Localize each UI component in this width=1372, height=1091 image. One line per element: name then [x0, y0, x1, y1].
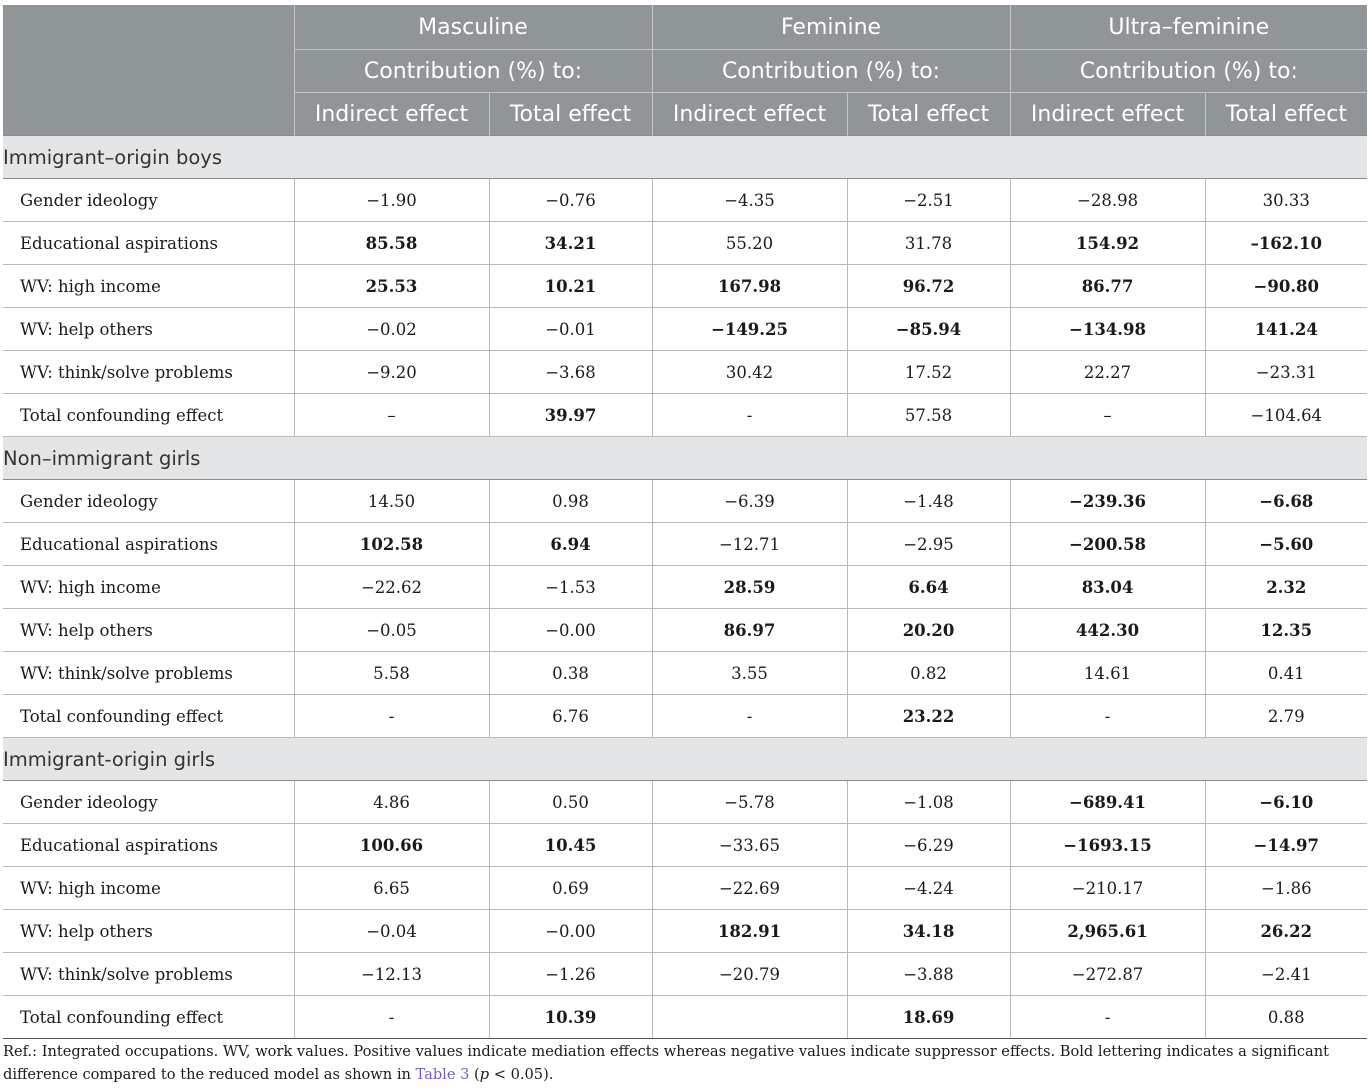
table-cell: 0.50 [489, 781, 652, 824]
header-group-masculine: Masculine [294, 5, 652, 50]
table-cell: −0.01 [489, 308, 652, 351]
table-cell: 10.39 [489, 996, 652, 1039]
table-cell: −22.69 [652, 867, 847, 910]
table-cell: −1693.15 [1010, 824, 1205, 867]
table-cell: −134.98 [1010, 308, 1205, 351]
table-cell: −4.24 [847, 867, 1010, 910]
section-title: Non–immigrant girls [3, 437, 1367, 480]
table-cell: 0.41 [1205, 652, 1367, 695]
row-label: Educational aspirations [3, 222, 294, 265]
table-cell: 0.69 [489, 867, 652, 910]
table-cell: - [1010, 996, 1205, 1039]
table-cell: −20.79 [652, 953, 847, 996]
table-cell: 167.98 [652, 265, 847, 308]
table-body [3, 136, 1367, 1039]
table-cell: −689.41 [1010, 781, 1205, 824]
table-row [3, 996, 1367, 1039]
header-total-effect: Total effect [1205, 93, 1367, 136]
table-cell: –162.10 [1205, 222, 1367, 265]
table-cell: 55.20 [652, 222, 847, 265]
table-cell: 6.64 [847, 566, 1010, 609]
table-cell: 141.24 [1205, 308, 1367, 351]
table-cell: −0.04 [294, 910, 489, 953]
table-cell: −0.76 [489, 179, 652, 222]
table-cell: −104.64 [1205, 394, 1367, 437]
section-header [3, 136, 1367, 179]
header-corner [3, 5, 294, 136]
header-indirect-effect: Indirect effect [294, 93, 489, 136]
table-cell: 23.22 [847, 695, 1010, 738]
table-cell: −1.53 [489, 566, 652, 609]
table-cell: −1.48 [847, 480, 1010, 523]
table-row [3, 652, 1367, 695]
table-row [3, 351, 1367, 394]
table-cell: 30.42 [652, 351, 847, 394]
table-cell: 14.50 [294, 480, 489, 523]
table-cell: 57.58 [847, 394, 1010, 437]
table-cell: −1.08 [847, 781, 1010, 824]
table-cell: - [652, 695, 847, 738]
table-row [3, 265, 1367, 308]
table-cell: 442.30 [1010, 609, 1205, 652]
table-cell: −6.10 [1205, 781, 1367, 824]
header-total-effect: Total effect [489, 93, 652, 136]
table-cell: 18.69 [847, 996, 1010, 1039]
table-cell: 10.45 [489, 824, 652, 867]
table-cell: 0.98 [489, 480, 652, 523]
table-cell: 22.27 [1010, 351, 1205, 394]
table-cell: −210.17 [1010, 867, 1205, 910]
table-cell: 102.58 [294, 523, 489, 566]
table-row [3, 308, 1367, 351]
table-cell: −12.13 [294, 953, 489, 996]
row-label: WV: help others [3, 609, 294, 652]
row-label: WV: think/solve problems [3, 351, 294, 394]
table-cell [652, 996, 847, 1039]
table-cell: −1.86 [1205, 867, 1367, 910]
row-label: WV: help others [3, 910, 294, 953]
table-row [3, 953, 1367, 996]
row-label: WV: think/solve problems [3, 953, 294, 996]
table-cell: −6.39 [652, 480, 847, 523]
row-label: WV: help others [3, 308, 294, 351]
table-cell: −1.26 [489, 953, 652, 996]
table-cell: −23.31 [1205, 351, 1367, 394]
table-footnote [3, 1040, 1369, 1086]
table-cell: 20.20 [847, 609, 1010, 652]
table-cell: −28.98 [1010, 179, 1205, 222]
table-cell: −0.00 [489, 910, 652, 953]
section-header [3, 437, 1367, 480]
header-subheader: Contribution (%) to: [1010, 50, 1367, 93]
table-cell: −272.87 [1010, 953, 1205, 996]
results-table [3, 5, 1367, 1039]
table-cell: 86.97 [652, 609, 847, 652]
table-cell: - [294, 695, 489, 738]
header-total-effect: Total effect [847, 93, 1010, 136]
table-cell: −1.90 [294, 179, 489, 222]
table-cell: −14.97 [1205, 824, 1367, 867]
row-label: Educational aspirations [3, 523, 294, 566]
table-cell: 2.32 [1205, 566, 1367, 609]
table-row [3, 824, 1367, 867]
table-cell: - [1010, 695, 1205, 738]
table-cell: – [1010, 394, 1205, 437]
table-cell: −0.00 [489, 609, 652, 652]
table-cell: 14.61 [1010, 652, 1205, 695]
table-cell: 6.65 [294, 867, 489, 910]
section-header [3, 738, 1367, 781]
table-cell: 30.33 [1205, 179, 1367, 222]
table-row [3, 695, 1367, 738]
table-cell: 0.88 [1205, 996, 1367, 1039]
table-cell: 28.59 [652, 566, 847, 609]
table-cell: 5.58 [294, 652, 489, 695]
table-cell: −200.58 [1010, 523, 1205, 566]
header-subheader: Contribution (%) to: [652, 50, 1010, 93]
table-cell: 31.78 [847, 222, 1010, 265]
table-cell: 3.55 [652, 652, 847, 695]
table-cell: −5.78 [652, 781, 847, 824]
table-row [3, 910, 1367, 953]
header-subheader: Contribution (%) to: [294, 50, 652, 93]
table-cell: 182.91 [652, 910, 847, 953]
footnote-text: ( [469, 1066, 480, 1083]
table-cell: 34.21 [489, 222, 652, 265]
row-label: WV: high income [3, 566, 294, 609]
table-3-link[interactable]: Table 3 [415, 1066, 470, 1083]
table-cell: −239.36 [1010, 480, 1205, 523]
table-cell: 0.82 [847, 652, 1010, 695]
table-row [3, 394, 1367, 437]
row-label: Gender ideology [3, 781, 294, 824]
footnote-p: p [479, 1066, 490, 1083]
table-cell: 2,965.61 [1010, 910, 1205, 953]
table-cell: 10.21 [489, 265, 652, 308]
row-label: Educational aspirations [3, 824, 294, 867]
table-cell: −3.88 [847, 953, 1010, 996]
table-cell: 6.76 [489, 695, 652, 738]
section-title: Immigrant-origin girls [3, 738, 1367, 781]
table-cell: −6.68 [1205, 480, 1367, 523]
table-cell: 25.53 [294, 265, 489, 308]
header-indirect-effect: Indirect effect [1010, 93, 1205, 136]
header-row-groups [3, 5, 1367, 50]
table-cell: 4.86 [294, 781, 489, 824]
table-cell: 86.77 [1010, 265, 1205, 308]
table-cell: 26.22 [1205, 910, 1367, 953]
footnote-text: Ref.: Integrated occupations. WV, work values. Positive values indicate mediation effects whereas negative values indicate suppressor effects. Bold lettering indicates a significant difference compared to the reduced model as shown in [3, 1043, 1329, 1083]
table-cell: - [652, 394, 847, 437]
table-cell: −2.41 [1205, 953, 1367, 996]
table-row [3, 781, 1367, 824]
table-cell: - [294, 996, 489, 1039]
table-cell: −4.35 [652, 179, 847, 222]
table-cell: −6.29 [847, 824, 1010, 867]
footnote-text: < 0.05). [489, 1066, 554, 1083]
table-cell: −9.20 [294, 351, 489, 394]
table-cell: 83.04 [1010, 566, 1205, 609]
table-cell: 96.72 [847, 265, 1010, 308]
table-row [3, 222, 1367, 265]
table-cell: −0.02 [294, 308, 489, 351]
table-cell: 12.35 [1205, 609, 1367, 652]
table-cell: 34.18 [847, 910, 1010, 953]
table-cell: −0.05 [294, 609, 489, 652]
table-cell: 17.52 [847, 351, 1010, 394]
row-label: Total confounding effect [3, 394, 294, 437]
table-row [3, 609, 1367, 652]
row-label: Gender ideology [3, 480, 294, 523]
row-label: WV: high income [3, 265, 294, 308]
table-cell: −22.62 [294, 566, 489, 609]
header-indirect-effect: Indirect effect [652, 93, 847, 136]
table-cell: −3.68 [489, 351, 652, 394]
table-cell: −85.94 [847, 308, 1010, 351]
row-label: Total confounding effect [3, 996, 294, 1039]
header-group-feminine: Feminine [652, 5, 1010, 50]
table-cell: −12.71 [652, 523, 847, 566]
table-cell: 154.92 [1010, 222, 1205, 265]
table-cell: 100.66 [294, 824, 489, 867]
section-title: Immigrant–origin boys [3, 136, 1367, 179]
table-cell: – [294, 394, 489, 437]
table-cell: 39.97 [489, 394, 652, 437]
header-group-ultra-feminine: Ultra–feminine [1010, 5, 1367, 50]
table-cell: −2.95 [847, 523, 1010, 566]
table-cell: 2.79 [1205, 695, 1367, 738]
table-cell: −5.60 [1205, 523, 1367, 566]
table-row [3, 523, 1367, 566]
table-cell: −90.80 [1205, 265, 1367, 308]
row-label: Total confounding effect [3, 695, 294, 738]
table-row [3, 179, 1367, 222]
table-cell: 0.38 [489, 652, 652, 695]
row-label: Gender ideology [3, 179, 294, 222]
row-label: WV: high income [3, 867, 294, 910]
table-cell: 6.94 [489, 523, 652, 566]
table-row [3, 867, 1367, 910]
table-cell: 85.58 [294, 222, 489, 265]
table-row [3, 480, 1367, 523]
table-cell: −2.51 [847, 179, 1010, 222]
table-row [3, 566, 1367, 609]
row-label: WV: think/solve problems [3, 652, 294, 695]
table-cell: −33.65 [652, 824, 847, 867]
table-cell: −149.25 [652, 308, 847, 351]
